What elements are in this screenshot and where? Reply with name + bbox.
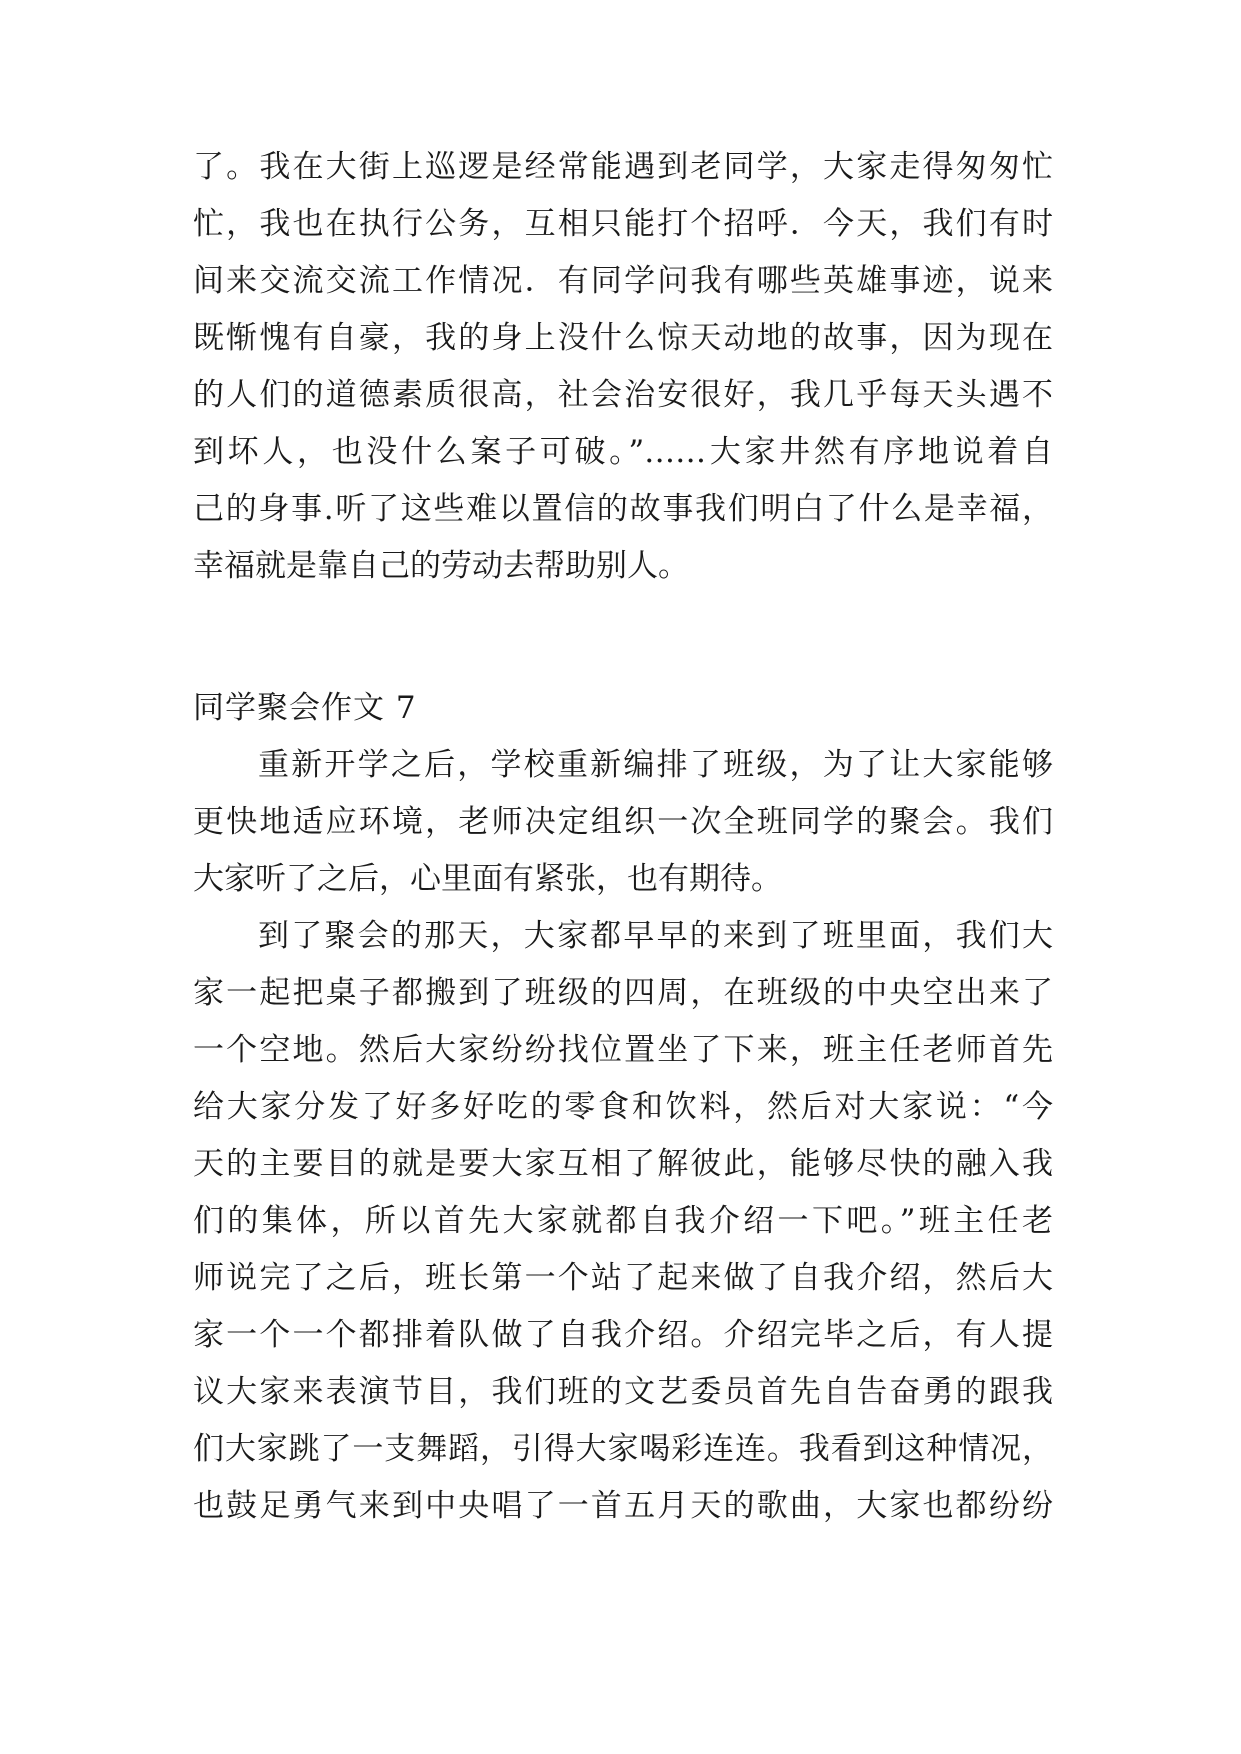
text-line: 既惭愧有自豪，我的身上没什么惊天动地的故事，因为现在 xyxy=(193,320,1053,356)
text-line: 们的集体，所以首先大家就都自我介绍一下吧。”班主任老 xyxy=(193,1203,1053,1239)
text-line: 更快地适应环境，老师决定组织一次全班同学的聚会。我们 xyxy=(193,804,1053,840)
text-line: 也鼓足勇气来到中央唱了一首五月天的歌曲，大家也都纷纷 xyxy=(193,1488,1053,1524)
text-line: 家一起把桌子都搬到了班级的四周，在班级的中央空出来了 xyxy=(193,975,1053,1011)
text-line: 忙，我也在执行公务，互相只能打个招呼．今天，我们有时 xyxy=(193,206,1053,242)
text-line: 己的身事.听了这些难以置信的故事我们明白了什么是幸福， xyxy=(193,491,1053,527)
text-line: 一个空地。然后大家纷纷找位置坐了下来，班主任老师首先 xyxy=(193,1032,1053,1068)
text-line: 到坏人，也没什么案子可破。”……大家井然有序地说着自 xyxy=(193,434,1053,470)
section-title: 同学聚会作文 7 xyxy=(193,690,417,726)
text-line: 家一个一个都排着队做了自我介绍。介绍完毕之后，有人提 xyxy=(193,1317,1053,1353)
text-line: 重新开学之后，学校重新编排了班级，为了让大家能够 xyxy=(258,747,1053,783)
text-line: 议大家来表演节目，我们班的文艺委员首先自告奋勇的跟我 xyxy=(193,1374,1053,1410)
text-line: 天的主要目的就是要大家互相了解彼此，能够尽快的融入我 xyxy=(193,1146,1053,1182)
text-line: 给大家分发了好多好吃的零食和饮料，然后对大家说：“今 xyxy=(193,1089,1053,1125)
text-line: 间来交流交流工作情况．有同学问我有哪些英雄事迹，说来 xyxy=(193,263,1053,299)
text-line: 了。我在大街上巡逻是经常能遇到老同学，大家走得匆匆忙 xyxy=(193,149,1053,185)
text-line: 大家听了之后，心里面有紧张，也有期待。 xyxy=(193,861,782,897)
text-line: 幸福就是靠自己的劳动去帮助别人。 xyxy=(193,548,689,584)
text-line: 到了聚会的那天，大家都早早的来到了班里面，我们大 xyxy=(258,918,1053,954)
text-line: 们大家跳了一支舞蹈，引得大家喝彩连连。我看到这种情况， xyxy=(193,1431,1053,1467)
text-line: 的人们的道德素质很高，社会治安很好，我几乎每天头遇不 xyxy=(193,377,1053,413)
text-line: 师说完了之后，班长第一个站了起来做了自我介绍，然后大 xyxy=(193,1260,1053,1296)
